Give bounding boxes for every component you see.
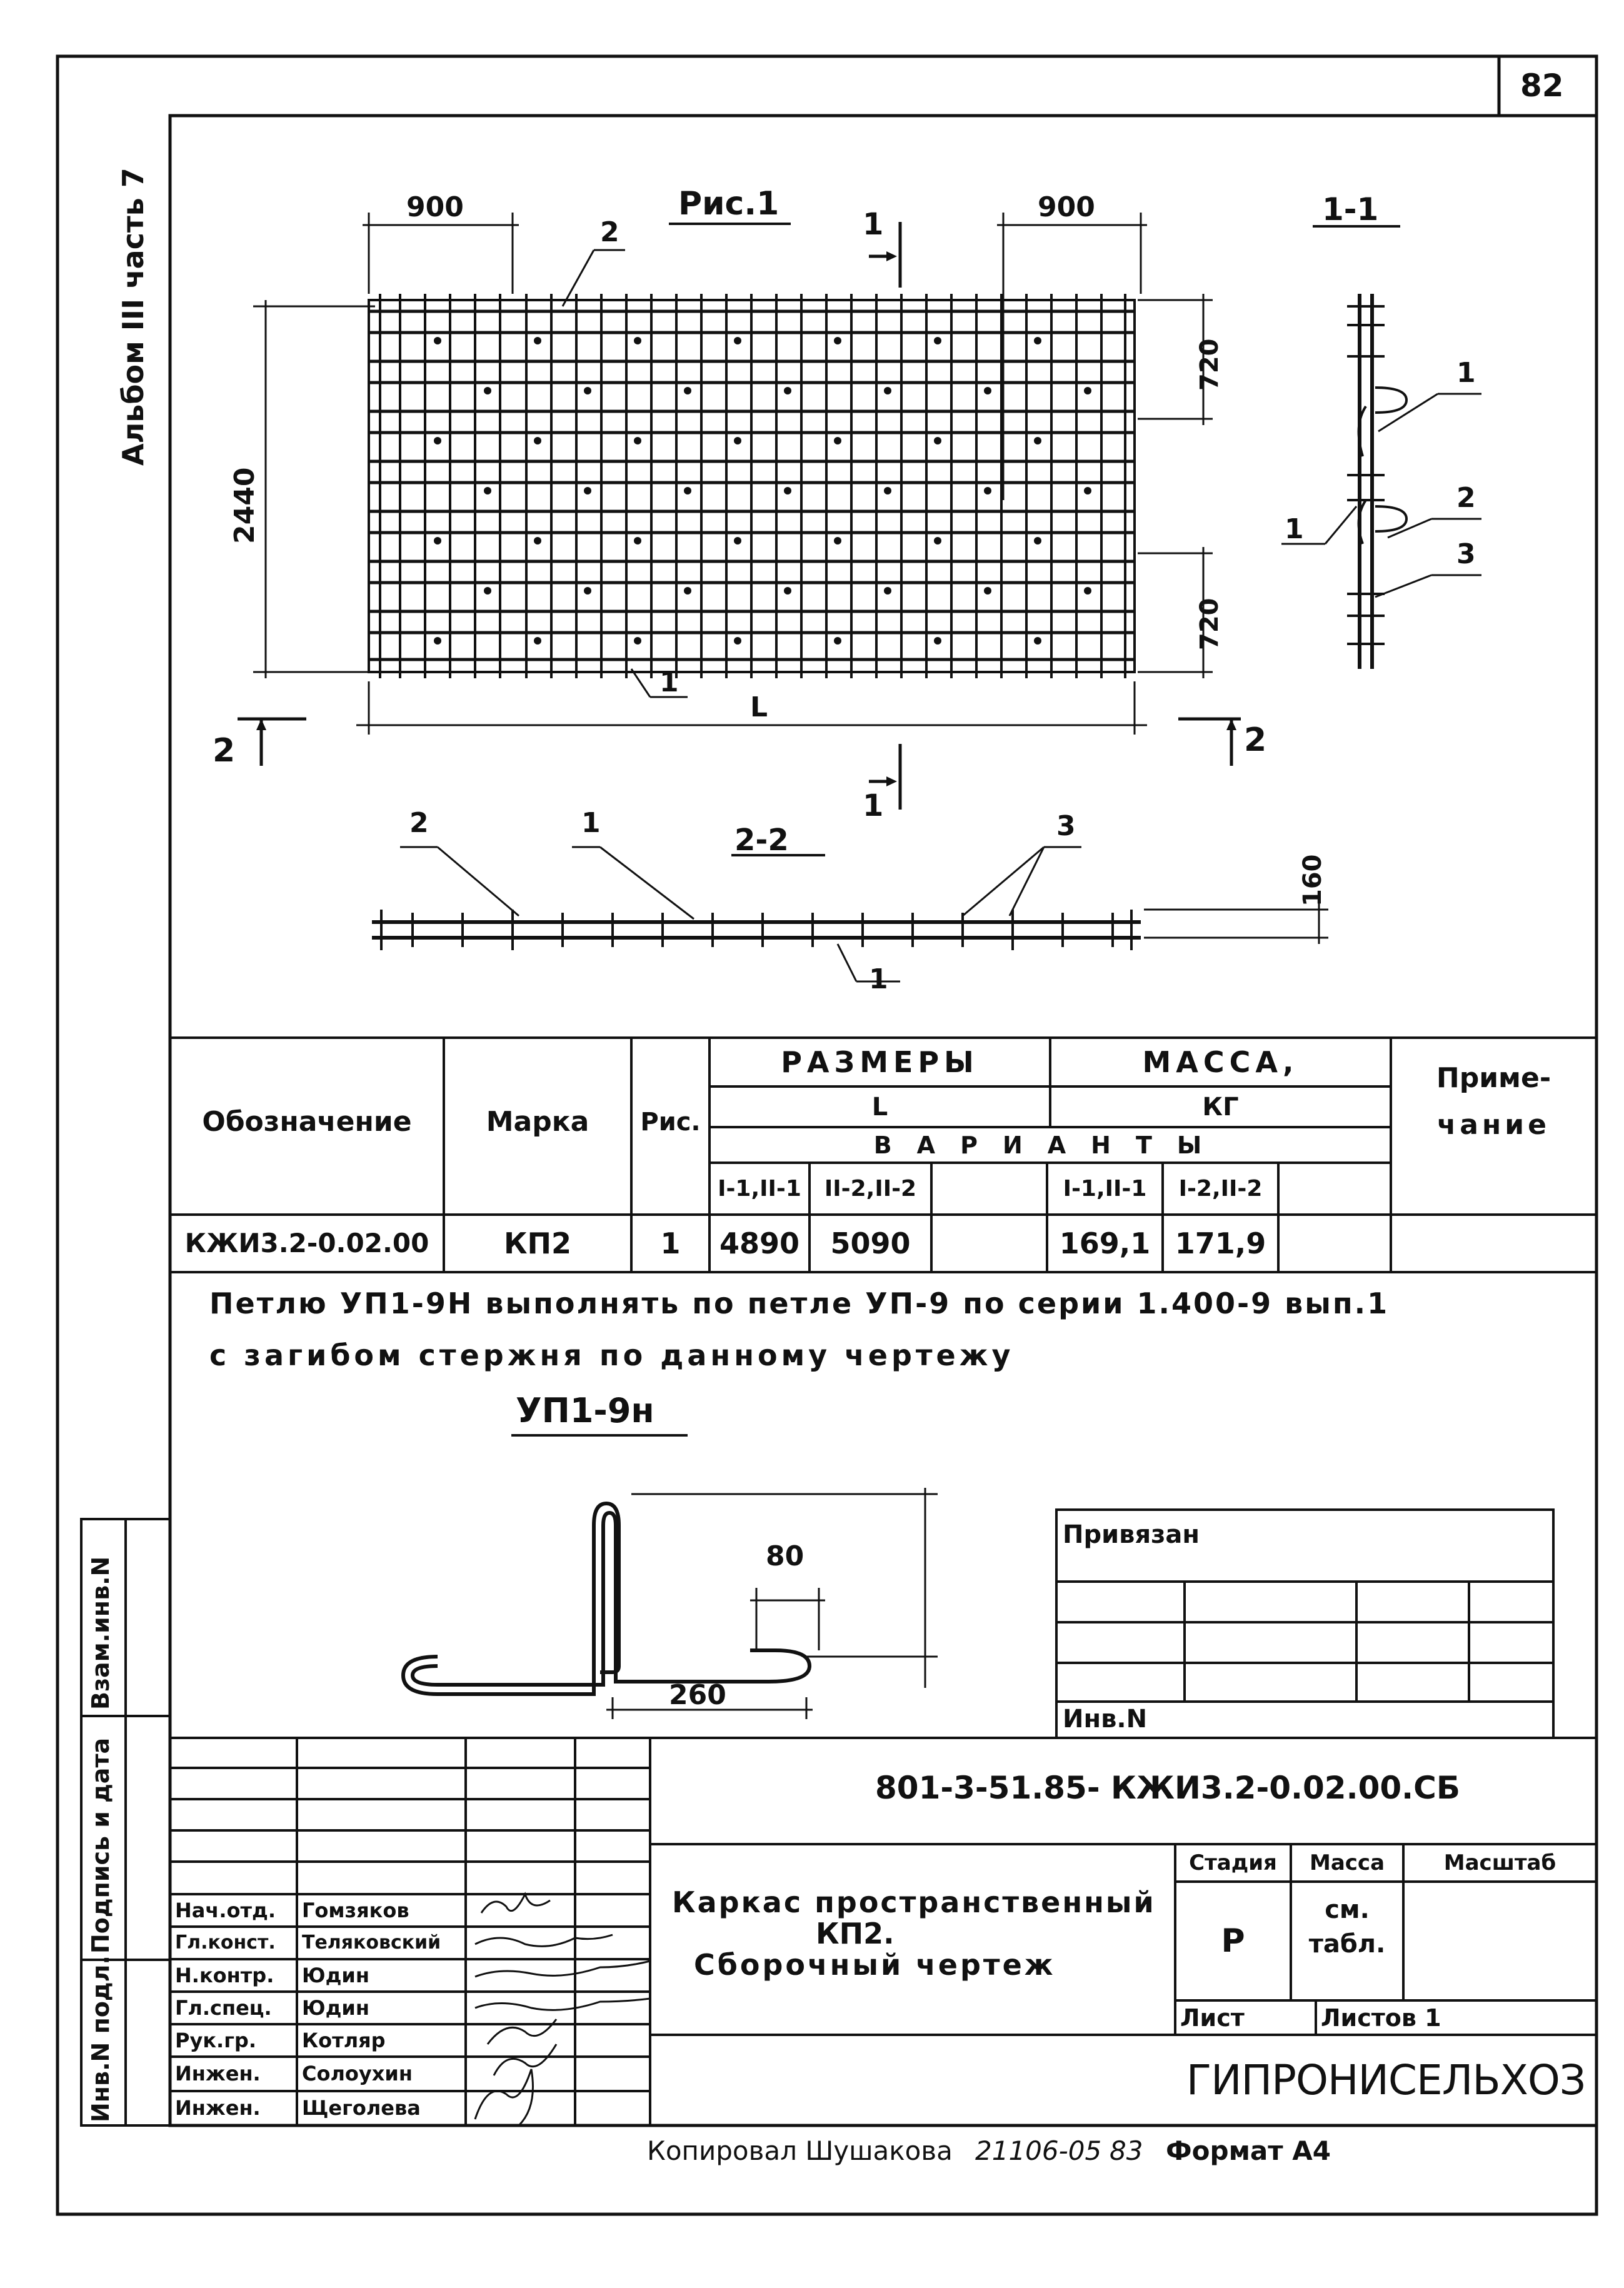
h-mass: Масса bbox=[1309, 1850, 1385, 1875]
section-marker-1-top: 1 bbox=[863, 207, 884, 242]
row-mark: КП2 bbox=[503, 1227, 572, 1260]
album-label: Альбом III часть 7 bbox=[116, 168, 150, 466]
sheets-count: Листов 1 bbox=[1321, 2004, 1441, 2032]
footer-sheet: 83 bbox=[1110, 2135, 1143, 2166]
footer-number: 21106-05 bbox=[975, 2135, 1102, 2166]
staff-role: Гл.конст. bbox=[175, 1932, 276, 1954]
section-1-1-callout-3: 3 bbox=[1456, 538, 1476, 570]
th-sizes: РАЗМЕРЫ bbox=[781, 1045, 979, 1079]
section-2-2-callout-1b: 1 bbox=[869, 963, 888, 995]
section-marker-2-left: 2 bbox=[213, 732, 236, 770]
section-2-2-dim-160: 160 bbox=[1298, 854, 1327, 906]
footer-copied-by: Копировал Шушакова bbox=[647, 2135, 953, 2166]
th-var-2: II-2,II-2 bbox=[824, 1176, 917, 1202]
dim-height-2440: 2440 bbox=[229, 467, 261, 544]
doc-name-line-3: Сборочный чертеж bbox=[694, 1948, 1056, 1982]
note-line-1: Петлю УП1-9Н выполнять по петле УП-9 по серии 1.400-9 вып.1 bbox=[209, 1287, 1390, 1320]
section-2-2-callout-3: 3 bbox=[1056, 810, 1076, 842]
staff-name: Юдин bbox=[302, 1996, 369, 2020]
th-fig: Рис. bbox=[640, 1108, 701, 1136]
section-1-1-callout-1b: 1 bbox=[1285, 513, 1304, 545]
section-marker-2-right: 2 bbox=[1244, 721, 1267, 759]
sidebar-inv-original: Инв.N подл. bbox=[87, 1955, 114, 2122]
row-l2: 5090 bbox=[830, 1227, 911, 1260]
th-var-4: I-2,II-2 bbox=[1178, 1176, 1263, 1202]
staff-name: Теляковский bbox=[302, 1932, 441, 1954]
th-variants: ВАРИАНТЫ bbox=[873, 1131, 1227, 1159]
sidebar-replace-inv: Взам.инв.N bbox=[87, 1556, 114, 1710]
page-number: 82 bbox=[1520, 68, 1564, 104]
dim-top-left: 900 bbox=[406, 191, 464, 223]
section-2-2-callout-2: 2 bbox=[409, 807, 429, 839]
staff-role: Н.контр. bbox=[175, 1964, 274, 1987]
th-sizes-l: L bbox=[871, 1093, 888, 1121]
th-designation: Обозначение bbox=[202, 1106, 412, 1138]
section-1-1-callout-1: 1 bbox=[1456, 357, 1476, 389]
loop-dim-260: 260 bbox=[669, 1679, 726, 1711]
loop-dim-80: 80 bbox=[766, 1540, 804, 1572]
th-note-1: Приме- bbox=[1436, 1062, 1551, 1094]
staff-name: Гомзяков bbox=[302, 1899, 409, 1922]
doc-name-line-1: Каркас пространственный bbox=[672, 1885, 1156, 1919]
h-stage: Стадия bbox=[1189, 1850, 1277, 1875]
staff-name: Щеголева bbox=[302, 2096, 421, 2120]
staff-name: Котляр bbox=[302, 2029, 386, 2052]
th-var-3: I-1,II-1 bbox=[1063, 1176, 1147, 1202]
loop-title: УП1-9н bbox=[516, 1391, 654, 1430]
dim-length-l: L bbox=[750, 691, 768, 723]
staff-role: Инжен. bbox=[175, 2062, 261, 2085]
th-note-2: чание bbox=[1437, 1109, 1550, 1141]
doc-name-line-2: КП2. bbox=[816, 1917, 895, 1950]
sidebar-signature-date: Подпись и дата bbox=[87, 1737, 114, 1954]
section-2-2-callout-1: 1 bbox=[581, 807, 601, 839]
section-1-1-drawing bbox=[1281, 226, 1481, 669]
row-l1: 4890 bbox=[719, 1227, 800, 1260]
section-2-2-title: 2-2 bbox=[734, 823, 789, 858]
row-m1: 169,1 bbox=[1059, 1227, 1151, 1260]
staff-role: Инжен. bbox=[175, 2096, 261, 2120]
sheet-label: Лист bbox=[1180, 2004, 1245, 2032]
th-mass: МАССА, bbox=[1142, 1045, 1299, 1079]
th-mark: Марка bbox=[486, 1106, 589, 1138]
section-1-1-title: 1-1 bbox=[1322, 191, 1379, 228]
dim-right-720-top: 720 bbox=[1195, 338, 1224, 391]
binding-attached: Привязан bbox=[1063, 1520, 1200, 1549]
figure-title: Рис.1 bbox=[678, 185, 779, 223]
note-line-2: с загибом стержня по данному чертежу bbox=[209, 1338, 1015, 1372]
mesh-plan bbox=[238, 213, 1241, 810]
loop-drawing bbox=[403, 1503, 809, 1694]
staff-role: Нач.отд. bbox=[175, 1899, 276, 1922]
mass-value-2: табл. bbox=[1308, 1930, 1386, 1959]
row-m2: 171,9 bbox=[1175, 1227, 1266, 1260]
dim-top-right: 900 bbox=[1038, 191, 1095, 223]
staff-role: Рук.гр. bbox=[175, 2029, 256, 2052]
row-fig: 1 bbox=[660, 1227, 681, 1260]
h-scale: Масштаб bbox=[1443, 1850, 1556, 1875]
th-var-1: I-1,II-1 bbox=[718, 1176, 801, 1202]
section-marker-1-bottom: 1 bbox=[863, 788, 884, 823]
section-1-1-callout-2: 2 bbox=[1456, 482, 1476, 514]
th-mass-unit: КГ bbox=[1202, 1093, 1239, 1121]
document-code: 801-3-51.85- КЖИ3.2-0.02.00.СБ bbox=[875, 1770, 1460, 1806]
row-designation: КЖИ3.2-0.02.00 bbox=[184, 1228, 429, 1258]
callout-2: 2 bbox=[600, 216, 619, 248]
stage-value: Р bbox=[1221, 1922, 1245, 1960]
callout-1: 1 bbox=[659, 666, 679, 698]
mass-value-1: см. bbox=[1325, 1895, 1370, 1924]
section-2-2-drawing bbox=[372, 847, 1328, 981]
staff-name: Юдин bbox=[302, 1964, 369, 1987]
dim-right-720-bottom: 720 bbox=[1195, 598, 1224, 650]
staff-role: Гл.спец. bbox=[175, 1996, 272, 2020]
footer-format: Формат А4 bbox=[1166, 2135, 1331, 2166]
binding-inv: Инв.N bbox=[1063, 1705, 1148, 1734]
organization-name: ГИПРОНИСЕЛЬХОЗ bbox=[1186, 2055, 1586, 2104]
staff-name: Солоухин bbox=[302, 2062, 413, 2085]
